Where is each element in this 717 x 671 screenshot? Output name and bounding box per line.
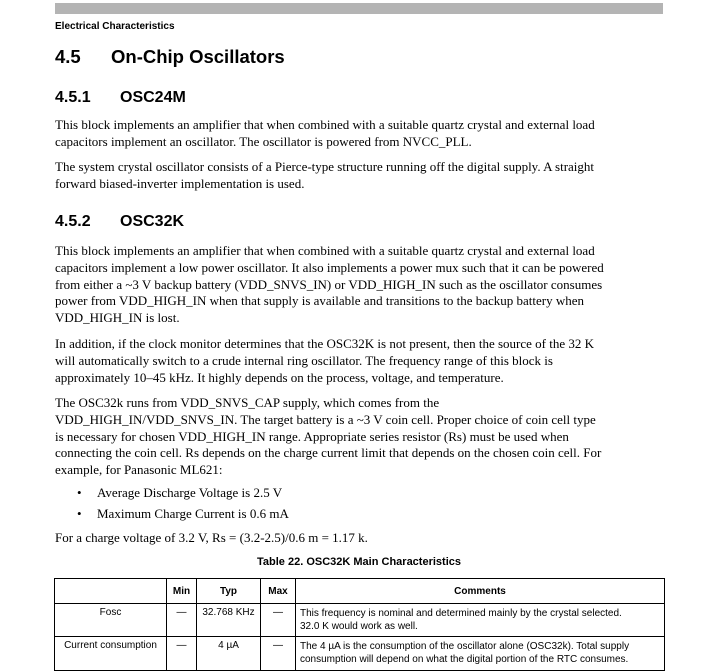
column-header: Max xyxy=(261,579,296,604)
table-row xyxy=(55,604,665,637)
subsection-number: 4.5.1 xyxy=(55,89,91,106)
param-cell: Current consumption xyxy=(55,637,167,671)
table-caption: Table 22. OSC32K Main Characteristics xyxy=(257,556,461,568)
subsection-title: OSC32K xyxy=(120,213,185,230)
paragraph-osc32k-2: In addition, if the clock monitor determines that the OSC32K is not present, then the source of the 32 K will automatically switch to a crude internal ring oscillator. The frequency range of this block is approximately 10–45 kHz. It highly depends on the process, voltage, and temperature. xyxy=(55,336,595,385)
column-header: Min xyxy=(167,579,197,604)
min-cell: — xyxy=(167,637,197,671)
typ-cell: 32.768 KHz xyxy=(197,604,261,637)
column-header: Typ xyxy=(197,579,261,604)
table-row xyxy=(55,637,665,671)
section-title: On-Chip Oscillators xyxy=(111,46,285,67)
bullet-icon: • xyxy=(77,506,82,521)
max-cell: — xyxy=(261,604,296,637)
subsection-heading-osc24m xyxy=(55,89,186,107)
paragraph-osc24m-1: This block implements an amplifier that when combined with a suitable quartz crystal and external load capacitors implement an oscillator. The oscillator is powered from NVCC_PLL. xyxy=(55,117,595,149)
max-cell: — xyxy=(261,637,296,671)
header-rule xyxy=(55,3,663,14)
section-heading xyxy=(55,46,285,68)
paragraph-osc32k-3: The OSC32k runs from VDD_SNVS_CAP supply, which comes from the VDD_HIGH_IN/VDD_SNVS_IN. The target battery is a ~3 V coin cell. Proper choice of coin cell type is necessary for chosen VDD_HIGH_IN range. Appropriate series resistor (Rs) must be used when connecting the coin cell. Rs depends on the charge current limit that depends on the chosen coin cell. For example, for Panasonic ML621: xyxy=(55,395,602,478)
subsection-number: 4.5.2 xyxy=(55,213,91,230)
paragraph-osc32k-4: For a charge voltage of 3.2 V, Rs = (3.2-2.5)/0.6 m = 1.17 k. xyxy=(55,530,368,545)
running-header: Electrical Characteristics xyxy=(55,21,175,32)
list-item: • Average Discharge Voltage is 2.5 V xyxy=(77,485,283,500)
paragraph-osc24m-2: The system crystal oscillator consists of a Pierce-type structure running off the digital supply. A straight forward biased-inverter implementation is used. xyxy=(55,159,595,191)
typ-cell: 4 µA xyxy=(197,637,261,671)
column-header: Comments xyxy=(296,579,665,604)
osc32k-characteristics-table xyxy=(54,578,665,671)
list-item: • Maximum Charge Current is 0.6 mA xyxy=(77,506,289,521)
bullet-icon: • xyxy=(77,485,82,500)
subsection-title: OSC24M xyxy=(120,89,186,106)
param-cell: Fosc xyxy=(55,604,167,637)
table-header-row xyxy=(55,579,665,604)
comments-cell: This frequency is nominal and determined mainly by the crystal selected. 32.0 K would work as well. xyxy=(296,604,665,637)
section-number: 4.5 xyxy=(55,46,81,67)
column-header xyxy=(55,579,167,604)
comments-cell: The 4 µA is the consumption of the oscillator alone (OSC32k). Total supply consumption will depend on what the digital portion of the RTC consumes. xyxy=(296,637,665,671)
min-cell: — xyxy=(167,604,197,637)
subsection-heading-osc32k xyxy=(55,213,184,231)
paragraph-osc32k-1: This block implements an amplifier that when combined with a suitable quartz crystal and external load capacitors implement a low power oscillator. It also implements a power mux such that it can be powered from either a ~3 V backup battery (VDD_SNVS_IN) or VDD_HIGH_IN such as the oscillator consumes power from VDD_HIGH_IN when that supply is available and transitions to the backup battery when VDD_HIGH_IN is lost. xyxy=(55,243,604,326)
